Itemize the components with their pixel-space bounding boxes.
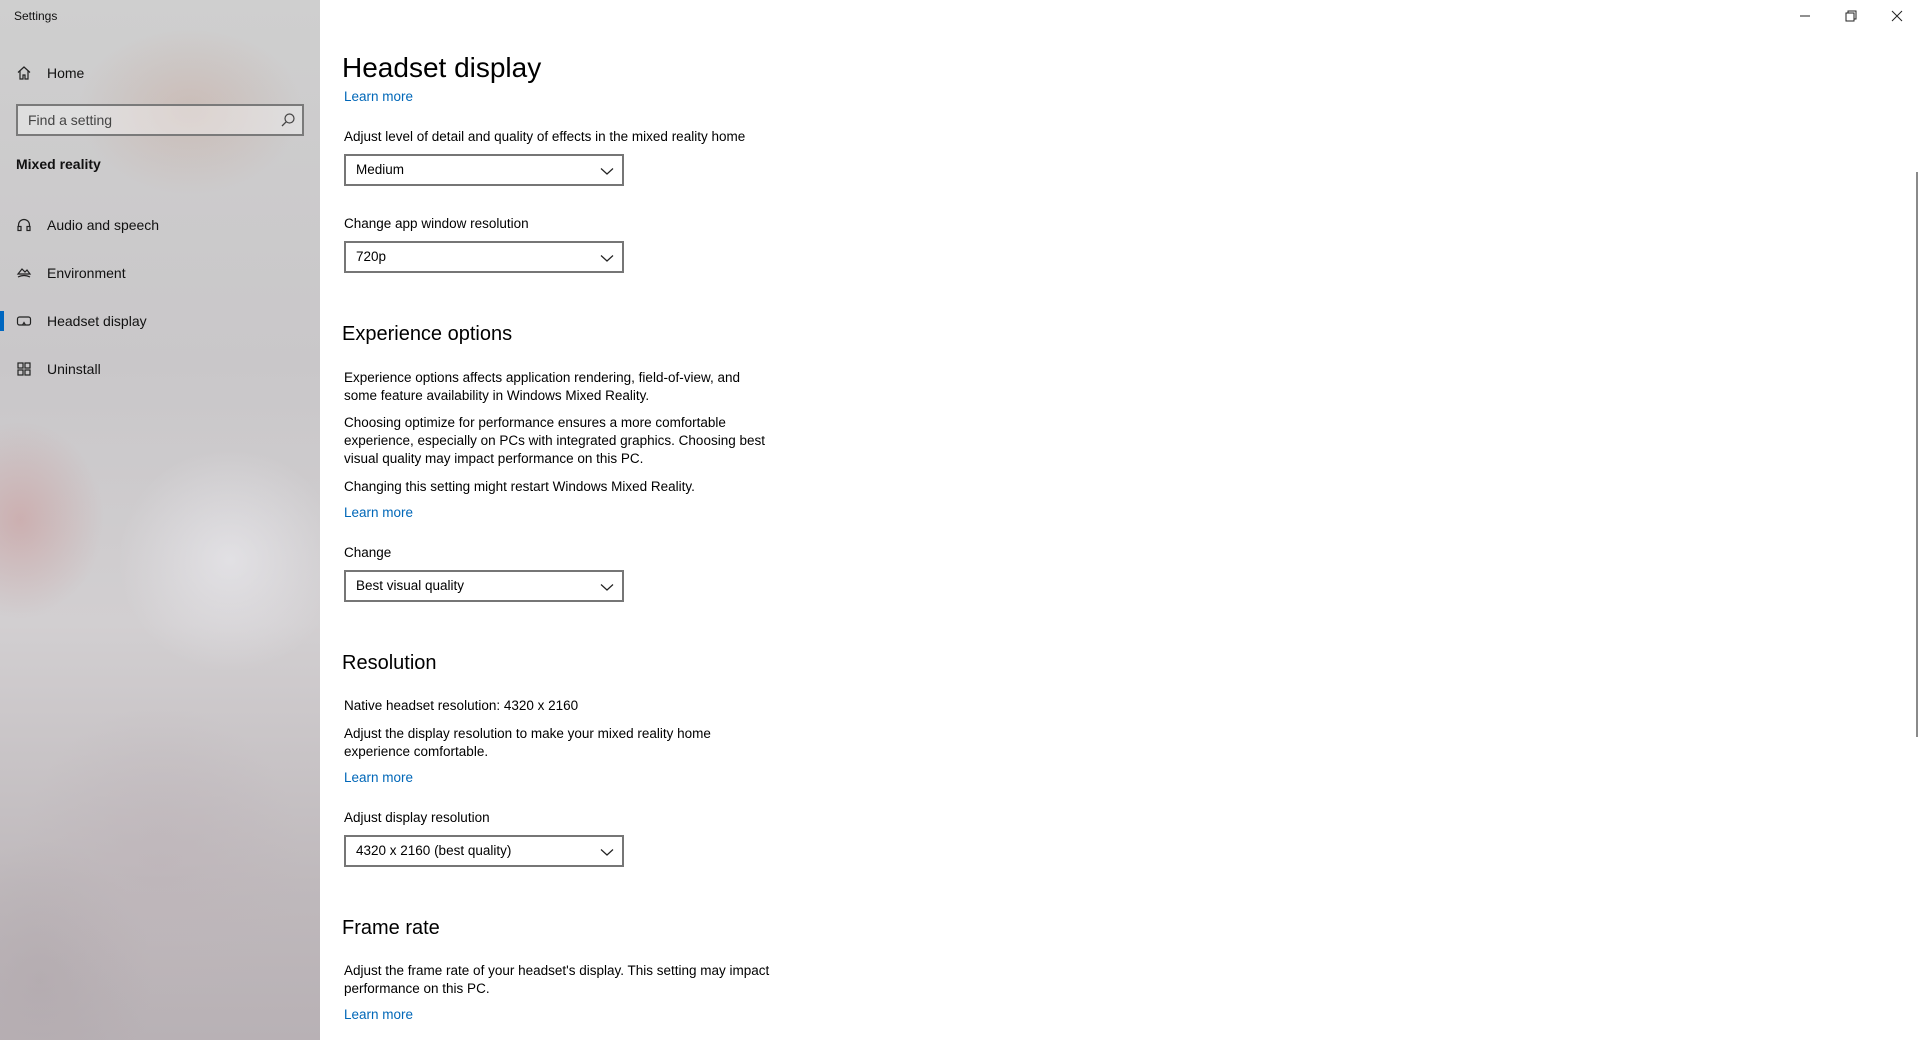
headset-icon bbox=[16, 217, 32, 233]
environment-icon bbox=[16, 265, 32, 281]
frame-rate-description: Adjust the frame rate of your headset's display. This setting may impact performance on this PC. bbox=[344, 963, 770, 996]
sidebar-item-uninstall[interactable] bbox=[0, 349, 320, 389]
chevron-down-icon bbox=[600, 845, 614, 859]
sidebar-item-label: Audio and speech bbox=[47, 217, 160, 233]
sidebar-item-label: Environment bbox=[47, 265, 126, 281]
dropdown-value: 4320 x 2160 (best quality) bbox=[356, 843, 512, 858]
chevron-down-icon bbox=[600, 251, 614, 265]
experience-paragraph-3: Changing this setting might restart Windows Mixed Reality. bbox=[344, 479, 695, 494]
experience-options-heading: Experience options bbox=[342, 323, 513, 345]
sidebar-section-title: Mixed reality bbox=[16, 156, 101, 172]
sidebar bbox=[0, 0, 320, 1040]
experience-paragraph-1: Experience options affects application rendering, field-of-view, and some feature availability in Windows Mixed Reality. bbox=[344, 370, 740, 403]
sidebar-item-label: Headset display bbox=[47, 313, 147, 329]
experience-change-dropdown[interactable] bbox=[344, 570, 624, 602]
app-title: Settings bbox=[14, 9, 58, 23]
home-icon bbox=[16, 65, 32, 81]
dropdown-value: Medium bbox=[356, 162, 405, 177]
sidebar-item-headset-display[interactable] bbox=[0, 301, 320, 341]
page-title: Headset display bbox=[342, 52, 542, 83]
chevron-down-icon bbox=[600, 580, 614, 594]
uninstall-icon bbox=[16, 361, 32, 377]
experience-learn-more-link[interactable]: Learn more bbox=[344, 505, 414, 520]
sidebar-item-audio-and-speech[interactable] bbox=[0, 205, 320, 245]
resolution-heading: Resolution bbox=[342, 652, 437, 674]
app-window-resolution-dropdown[interactable] bbox=[344, 241, 624, 273]
learn-more-link-top[interactable]: Learn more bbox=[344, 89, 414, 104]
dropdown-value: Best visual quality bbox=[356, 578, 465, 593]
change-label: Change bbox=[344, 545, 392, 560]
sidebar-item-label: Home bbox=[47, 65, 85, 81]
resolution-description: Adjust the display resolution to make your mixed reality home experience comfortable. bbox=[344, 726, 711, 759]
sidebar-item-label: Uninstall bbox=[47, 361, 101, 377]
chevron-down-icon bbox=[600, 164, 614, 178]
search-input[interactable] bbox=[18, 106, 268, 134]
frame-rate-learn-more-link[interactable]: Learn more bbox=[344, 1007, 414, 1022]
detail-quality-dropdown[interactable] bbox=[344, 154, 624, 186]
app-window-resolution-label: Change app window resolution bbox=[344, 216, 529, 231]
main-content bbox=[320, 0, 1920, 1040]
sidebar-item-home[interactable] bbox=[0, 53, 320, 93]
experience-paragraph-2: Choosing optimize for performance ensures a more comfortable experience, especially on PCs with integrated graphics. Choosing best visual quality may impact performance on this PC. bbox=[344, 415, 765, 466]
headset-display-icon bbox=[16, 313, 32, 329]
search-box[interactable] bbox=[16, 104, 304, 136]
native-resolution-text: Native headset resolution: 4320 x 2160 bbox=[344, 698, 579, 713]
vertical-scrollbar[interactable] bbox=[1916, 172, 1918, 737]
adjust-resolution-label: Adjust display resolution bbox=[344, 810, 490, 825]
frame-rate-heading: Frame rate bbox=[342, 917, 440, 939]
dropdown-value: 720p bbox=[356, 249, 387, 264]
resolution-learn-more-link[interactable]: Learn more bbox=[344, 770, 414, 785]
adjust-resolution-dropdown[interactable] bbox=[344, 835, 624, 867]
search-icon[interactable] bbox=[280, 112, 296, 128]
sidebar-item-environment[interactable] bbox=[0, 253, 320, 293]
detail-quality-label: Adjust level of detail and quality of effects in the mixed reality home bbox=[344, 129, 746, 144]
